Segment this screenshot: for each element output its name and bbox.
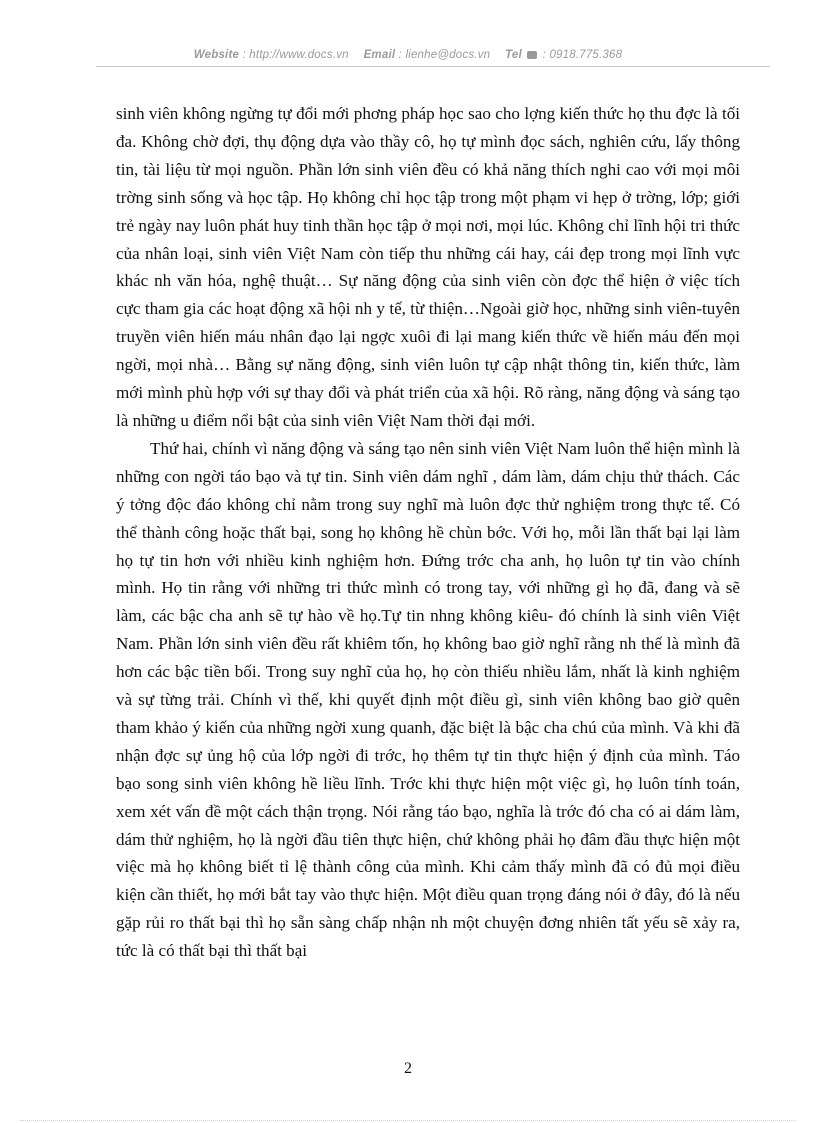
email-value: : lienhe@docs.vn — [398, 49, 491, 61]
page-header — [0, 49, 816, 61]
tel-value: : 0918.775.368 — [542, 49, 623, 61]
body-paragraph-1: sinh viên không ngừng tự đổi mới phơng pháp học sao cho lợng kiến thức họ thu đợc là tối đa. Không chờ đợi, thụ động dựa vào thầy cô, họ tự mình đọc sách, nghiên cứu, lấy thông tin, tài liệu từ mọi nguồn. Phần lớn sinh viên đều có khả năng thích nghi cao với mọi môi trờng sinh sống và học tập. Họ không chỉ học tập trong một phạm vi hẹp ở trờng, lớp; giới trẻ ngày nay luôn phát huy tinh thần học tập ở mọi nơi, mọi lúc. Không chỉ lĩnh hội tri thức của nhân loại, sinh viên Việt Nam còn tiếp thu những cái hay, cái đẹp trong mọi lĩnh vực khác nh văn hóa, nghệ thuật… Sự năng động của sinh viên còn đợc thể hiện ở việc tích cực tham gia các hoạt động xã hội nh y tế, từ thiện…Ngoài giờ học, những sinh viên-tuyên truyền viên hiến máu nhân đạo lại ngợc xuôi đi lại mang kiến thức về hiến máu đến mọi ngời, mọi nhà… Bằng sự năng động, sinh viên luôn tự cập nhật thông tin, kiến thức, làm mới mình phù hợp với sự thay đổi và phát triển của xã hội. Rõ ràng, năng động và sáng tạo là những u điểm nổi bật của sinh viên Việt Nam thời đại mới. — [116, 104, 740, 430]
header-divider — [96, 66, 770, 67]
page-number: 2 — [404, 1060, 412, 1077]
phone-icon — [527, 51, 537, 59]
footer-divider — [20, 1120, 796, 1121]
document-body — [116, 100, 740, 965]
website-label: Website — [193, 49, 240, 61]
website-value: : http://www.docs.vn — [242, 49, 349, 61]
tel-label: Tel — [505, 49, 522, 61]
body-paragraph-2: Thứ hai, chính vì năng động và sáng tạo nên sinh viên Việt Nam luôn thể hiện mình là những con ngời táo bạo và tự tin. Sinh viên dám nghĩ , dám làm, dám chịu thử thách. Các ý tởng độc đáo không chỉ nằm trong suy nghĩ mà luôn đợc thử nghiệm trong thực tế. Có thể thành công hoặc thất bại, song họ không hề chùn bớc. Với họ, mỗi lần thất bại lại làm họ tự tin hơn với nhiều kinh nghiệm hơn. Đứng trớc cha anh, họ luôn tự tin vào chính mình. Họ tin rằng với những tri thức mình có trong tay, với những gì họ đã, đang và sẽ làm, các bậc cha anh sẽ tự hào về họ.Tự tin nhng không kiêu- đó chính là sinh viên Việt Nam. Phần lớn sinh viên đều rất khiêm tốn, họ không bao giờ nghĩ rằng nh thế là mình đã hơn các bậc tiền bối. Trong suy nghĩ của họ, họ còn thiếu nhiều lắm, nhất là kinh nghiệm và sự từng trải. Chính vì thế, khi quyết định một điều gì, sinh viên không bao giờ quên tham khảo ý kiến của những ngời xung quanh, đặc biệt là bậc cha chú của mình. Và khi đã nhận đợc sự ủng hộ của lớp ngời đi trớc, họ thêm tự tin thực hiện ý định của mình. Táo bạo song sinh viên không hề liều lĩnh. Trớc khi thực hiện một việc gì, họ luôn tính toán, xem xét vấn đề một cách thận trọng. Nói rằng táo bạo, nghĩa là trớc đó cha có ai dám làm, dám thử nghiệm, họ là ngời đầu tiên thực hiện, chứ không phải họ đâm đầu thực hiện một việc mà họ không biết tỉ lệ thành công của mình. Khi cảm thấy mình đã có đủ mọi điều kiện cần thiết, họ mới bắt tay vào thực hiện. Một điều quan trọng đáng nói ở đây, đó là nếu gặp rủi ro thất bại thì họ sẵn sàng chấp nhận nh một chuyện đơng nhiên tất yếu sẽ xảy ra, tức là có thất bại thì thất bại — [116, 438, 740, 961]
email-label: Email — [363, 49, 396, 61]
